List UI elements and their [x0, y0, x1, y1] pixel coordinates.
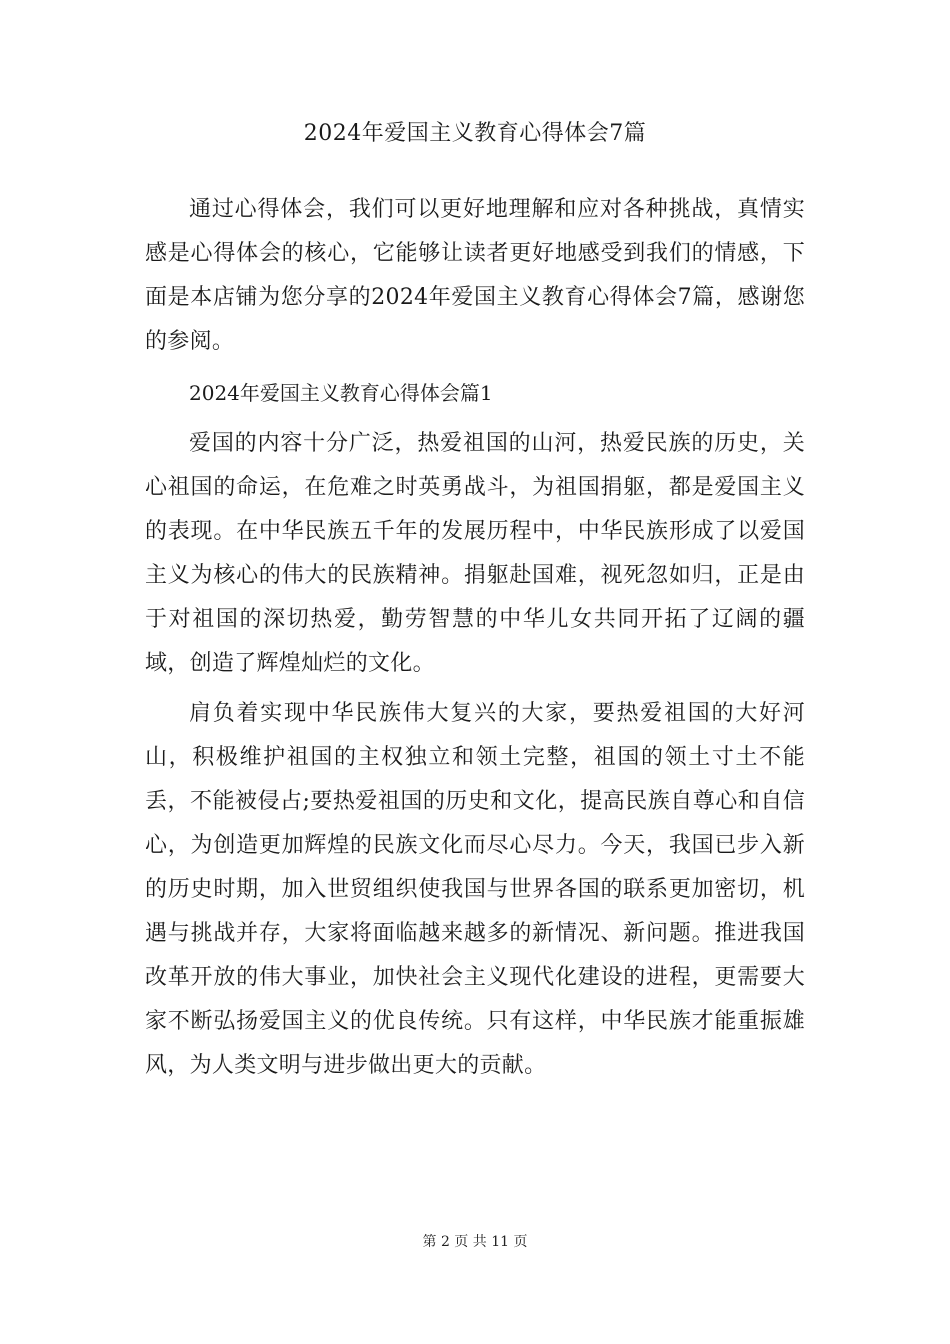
- section-heading: 2024年爱国主义教育心得体会篇1: [189, 381, 493, 405]
- body-paragraph-2: 肩负着实现中华民族伟大复兴的大家，要热爱祖国的大好河山，积极维护祖国的主权独立和领土完整，祖国的领土寸土不能丢，不能被侵占;要热爱祖国的历史和文化，提高民族自尊心和自信心，为创造更加辉煌的民族文化而尽心尽力。今天，我国已步入新的历史时期，加入世贸组织使我国与世界各国的联系更加密切，机遇与挑战并存，大家将面临越来越多的新情况、新问题。推进我国改革开放的伟大事业，加快社会主义现代化建设的进程，更需要大家不断弘扬爱国主义的优良传统。只有这样，中华民族才能重振雄风，为人类文明与进步做出更大的贡献。: [145, 701, 805, 1078]
- intro-paragraph: 通过心得体会，我们可以更好地理解和应对各种挑战，真情实感是心得体会的核心，它能够让读者更好地感受到我们的情感，下面是本店铺为您分享的2024年爱国主义教育心得体会7篇，感谢您的参阅。: [145, 197, 805, 354]
- body-paragraph-1: 爱国的内容十分广泛，热爱祖国的山河，热爱民族的历史，关心祖国的命运，在危难之时英勇战斗，为祖国捐躯，都是爱国主义的表现。在中华民族五千年的发展历程中，中华民族形成了以爱国主义为核心的伟大的民族精神。捐躯赴国难，视死忽如归，正是由于对祖国的深切热爱，勤劳智慧的中华儿女共同开拓了辽阔的疆域，创造了辉煌灿烂的文化。: [145, 431, 805, 676]
- document-title: 2024年爱国主义教育心得体会7篇: [303, 121, 647, 146]
- page-footer: 第 2 页 共 11 页: [422, 1234, 528, 1250]
- document-body: [145, 188, 805, 1088]
